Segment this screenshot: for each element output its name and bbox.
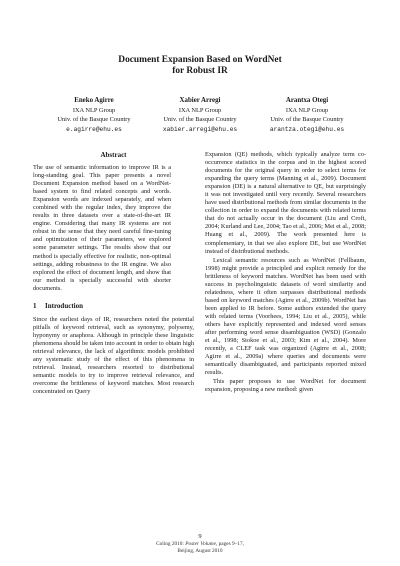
author-block-3 (247, 96, 367, 134)
author-group: IXA NLP Group (178, 106, 222, 114)
paper-title-line-2: for Robust IR (172, 66, 228, 76)
author-group: IXA NLP Group (285, 106, 329, 114)
author-name: Eneko Agirre (74, 97, 114, 104)
author-name: Arantxa Otegi (285, 97, 329, 104)
page-footer (0, 541, 400, 554)
body-paragraph-3: This paper proposes to use WordNet for document expansion, proposing a new method: given (205, 378, 366, 394)
footer-pages: , pages 9–17, (215, 541, 244, 547)
author-name: Xabier Arregi (179, 97, 221, 104)
footer-volume: Poster Volume (185, 541, 216, 547)
author-email[interactable]: xabier.arregi@ehu.es (162, 125, 238, 133)
body-paragraph-1: Expansion (QE) methods, which typically analyze term co-occurrence statistics in the corpus and in the highest scored documents for the original query in order to select terms for expanding the query terms (Manning et al., 2009). Document expansion (DE) is a natural alternative to QE, but surprisingly it was not investigated until very recently. Several researchers have used distributional methods from similar documents in the collection in order to expand the documents with related terms that do not actually occur in the document (Liu and Croft, 2004; Kurland and Lee, 2004; Tao et al., 2006; Mei et al., 2008; Huang et al., 2009). The work presented here is complementary, in that we also explore DE, but use WordNet instead of distributional methods. (205, 151, 366, 255)
body-paragraph-2: Lexical semantic resources such as WordNet (Fellbaum, 1998) might provide a principled and explicit remedy for the brittleness of keyword matches. WordNet has been used with success in psycholinguistic datasets of word similarity and relatedness, where it often surpasses distributional methods based on keyword matches (Agirre et al., 2009b). WordNet has been applied to IR before. Some authors extended the query with related terms (Voorhees, 1994; Liu et al., 2005), while others have explicitly represented and indexed word senses after performing word sense disambiguation (WSD) (Gonzalo et al., 1998; Stokoe et al., 2003; Kim et al., 2004). More recently, a CLEF task was organized (Agirre et al., 2008; Agirre et al., 2009a) where queries and documents were semantically disambiguated, and participants reported mixed results. (205, 256, 366, 377)
left-column (33, 151, 194, 396)
abstract-heading: Abstract (100, 151, 127, 159)
author-affiliation: Univ. of the Basque Country (163, 116, 237, 123)
author-email[interactable]: arantza.otegi@ehu.es (269, 125, 345, 133)
abstract-text: The use of semantic information to improve IR is a long-standing goal. This paper presents a novel Document Expansion method based on a WordNet-based system to find related concepts and words. Expansion words are indexed separately, and when combined with the regular index, they improve the results in three datasets over a state-of-the-art IR engine. Considering that many IR systems are not robust in the sense that they need careful fine-tuning and optimization of their parameters, we explored some parameter settings. The results show that our method is specially effective for realistic, non-optimal settings, adding robustness to the IR engine. We also explored the effect of document length, and show that our method is specially successful with shorter documents. (33, 164, 171, 292)
author-email[interactable]: e.agirre@ehu.es (66, 125, 122, 133)
author-affiliation: Univ. of the Basque Country (270, 116, 344, 123)
author-affiliation: Univ. of the Basque Country (57, 116, 131, 123)
footer-venue: Coling 2010: (156, 541, 184, 547)
page-number: 9 (198, 533, 202, 540)
author-block-2 (140, 96, 260, 134)
introduction-paragraph-1: Since the earliest days of IR, researchers noted the potential pitfalls of keyword retrieval, such as synonymy, polysemy, hyponymy or anaphora. Although in principle these linguistic phenomena should be taken into account in order to obtain high retrieval relevance, the lack of algorithmic models prohibited any systematic study of the effect of this phenomena in retrieval. Instead, researchers resorted to distributional semantic models to try to improve retrieval relevance, and overcome the brittleness of keyword matches. Most research concentrated on Query (33, 315, 194, 396)
paper-title-line-1: Document Expansion Based on WordNet (118, 55, 282, 65)
right-column (205, 151, 366, 394)
author-group: IXA NLP Group (72, 106, 116, 114)
footer-location: Beijing, August 2010 (177, 547, 223, 554)
section-title: Introduction (45, 301, 83, 310)
section-number: 1 (33, 301, 37, 310)
section-heading-introduction (33, 302, 194, 311)
author-block-1 (34, 96, 154, 134)
